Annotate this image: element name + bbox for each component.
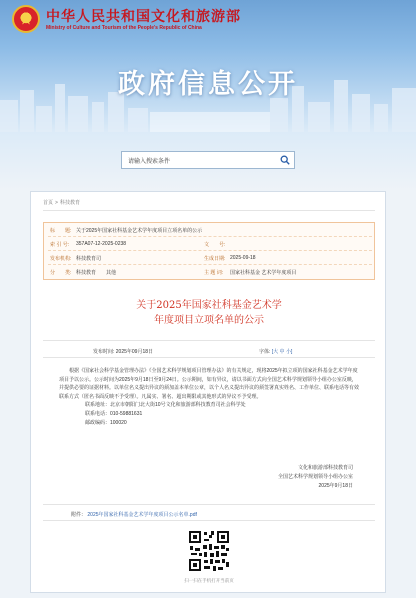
meta-divider (48, 236, 372, 237)
signature-dept: 文化和旅游部科技教育司 (297, 465, 353, 471)
attachment-divider (43, 504, 375, 505)
header-banner (0, 0, 416, 132)
national-emblem-icon (12, 5, 40, 33)
article-paragraph: 根据《国家社会科学基金管理办法》《全国艺术科学规划项目管理办法》的有关规定，现将2025年拟立项的国家社科基金艺术学年度项目予以公示。公示时间为2025年9月18日至9月24日。公示期间，如有异议，请以书面方式向全国艺术科学规划领导小组办公室反映，并提供必要的证据材料。以单位名义提出异议的须加盖本单位公章，以个人名义提出异议的须签署真实姓名、工作单位、联系电话等有效联系方式（匿名书面反映不予受理）。凡属实、署名、超出期限或其他形式的异议不予受理。 (59, 368, 360, 400)
qr-code-icon (187, 529, 231, 573)
meta-title-row (50, 225, 202, 235)
attachment-divider-bottom (43, 520, 375, 521)
breadcrumb-separator: > (55, 200, 58, 206)
article-title-line1: 关于2025年国家社科基金艺术学 (136, 300, 282, 311)
meta-index-value: 357A07-12-2025-0238 (76, 241, 127, 247)
qr-caption: 扫一扫在手机打开当前页 (184, 578, 234, 583)
meta-org-row (50, 253, 101, 263)
meta-gen-date-row (204, 253, 256, 263)
title-divider (43, 340, 375, 341)
meta-category-value: 科技教育 其他 (76, 269, 117, 276)
attachment-label: 附件： (71, 512, 87, 518)
meta-docno-row (204, 239, 230, 249)
article-title (31, 298, 387, 328)
attachment-row (71, 511, 197, 518)
section-title: 政府信息公开 (118, 69, 298, 99)
meta-divider (48, 250, 372, 251)
signature-block (31, 464, 353, 491)
meta-gen-date-value: 2025-09-18 (230, 255, 256, 261)
meta-org-value: 科技教育司 (76, 255, 102, 262)
meta-category-label: 分 类: (50, 269, 72, 276)
ministry-name-en: Ministry of Culture and Tourism of the People's Republic of China (46, 25, 202, 31)
contact-phone: 联系电话：010-59881631 (85, 411, 143, 417)
meta-title-value: 关于2025年国家社科基金艺术学年度项目立项名单的公示 (76, 227, 203, 234)
contact-address: 联系地址：北京市朝阳门北大街10号文化和旅游部科技教育司社会科学处 (85, 402, 246, 408)
breadcrumb-current[interactable]: 科技教育 (59, 200, 80, 206)
meta-keywords-label: 主 题 词: (204, 269, 224, 276)
meta-index-row (50, 239, 126, 249)
meta-org-label: 发布机构: (50, 255, 72, 262)
contact-postcode: 邮政编码：100020 (85, 420, 127, 426)
content-card (30, 191, 386, 593)
attachment-link[interactable]: 2025年国家社科基金艺术学年度项目公示名单.pdf (87, 512, 197, 518)
meta-divider (48, 264, 372, 265)
article-body (59, 367, 359, 428)
search-input[interactable]: 请输入搜索条件 (121, 151, 295, 169)
breadcrumb-divider (43, 210, 375, 211)
date-divider (43, 357, 375, 358)
search-button[interactable] (275, 152, 294, 168)
publish-date (93, 348, 153, 355)
publish-date-value: 2025年09月18日 (115, 349, 154, 355)
meta-docno-label: 文 号: (204, 241, 226, 248)
breadcrumb-home[interactable]: 首页 (43, 200, 54, 206)
meta-title-label: 标 题: (50, 227, 72, 234)
publish-date-label: 发布时间: (93, 349, 115, 355)
contact-info (59, 401, 359, 428)
meta-keywords-row (204, 267, 296, 277)
font-size-control (259, 348, 292, 355)
signature-date: 2025年9月18日 (318, 483, 353, 489)
font-size-label: 字体: (259, 349, 271, 355)
metadata-table (43, 222, 375, 280)
font-size-options[interactable]: [大 中 小] (271, 349, 293, 355)
search-area (0, 132, 416, 190)
signature-office: 全国艺术科学规划领导小组办公室 (277, 474, 353, 480)
meta-keywords-value: 国家社科基金 艺术学年度项目 (230, 269, 297, 276)
search-icon (280, 155, 290, 165)
breadcrumb (43, 199, 80, 206)
meta-gen-date-label: 生成日期: (204, 255, 226, 262)
meta-index-label: 索 引 号: (50, 241, 70, 248)
article-title-line2: 年度项目立项名单的公示 (154, 315, 264, 326)
meta-category-row (50, 267, 116, 277)
ministry-name-cn[interactable]: 中华人民共和国文化和旅游部 (46, 9, 241, 25)
